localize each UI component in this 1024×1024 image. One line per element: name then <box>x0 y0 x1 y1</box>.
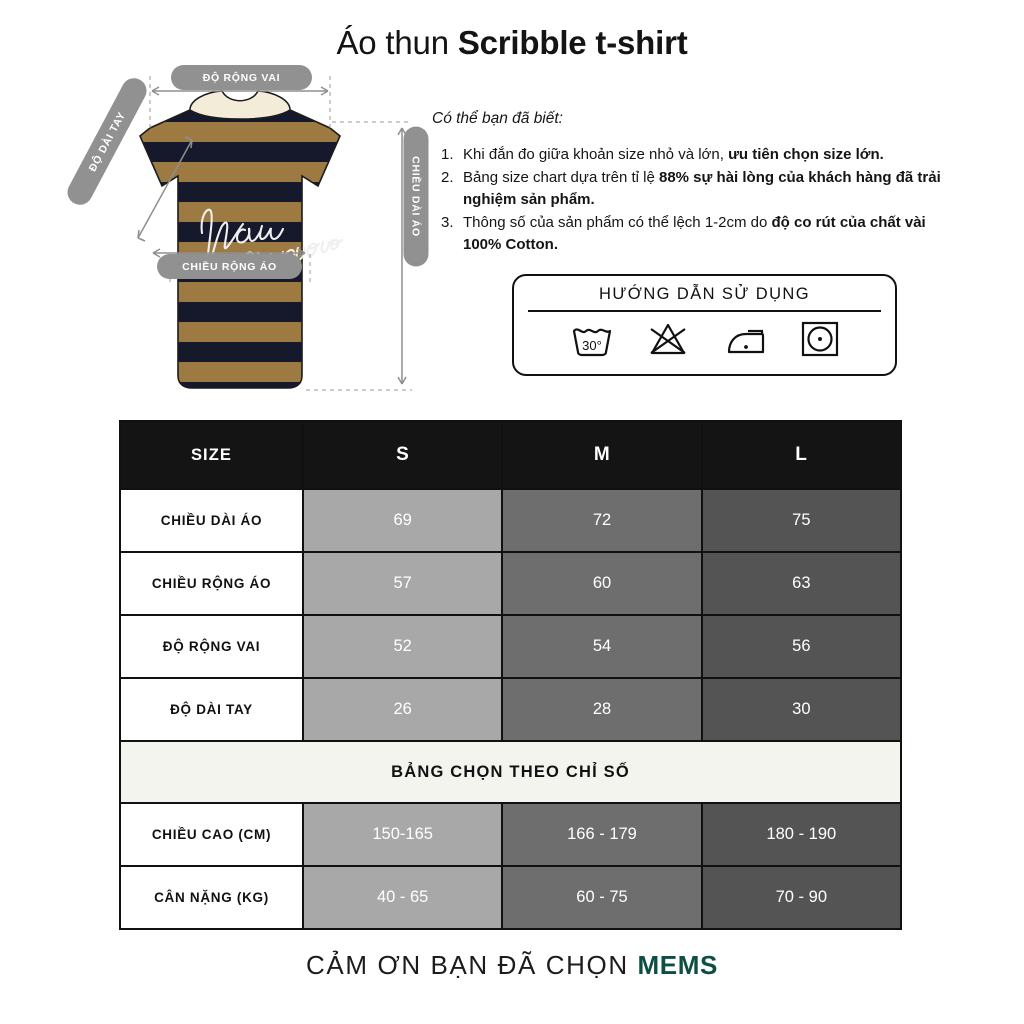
cell-measure-l: 75 <box>702 489 901 552</box>
note-text-emphasis: 88% sự hài lòng của khách hàng đã trải nghiệm sản phẩm. <box>463 169 941 209</box>
header-l: L <box>702 421 901 489</box>
row-label: CHIỀU CAO (CM) <box>120 803 303 866</box>
cell-measure-m: 60 <box>502 552 701 615</box>
table-row <box>120 615 901 678</box>
footer-thanks-text: CẢM ƠN BẠN ĐÃ CHỌN <box>306 950 638 980</box>
cell-measure-m: 54 <box>502 615 701 678</box>
footer-thanks <box>0 950 1024 981</box>
note-item-3 <box>432 212 957 256</box>
header-m: M <box>502 421 701 489</box>
cell-measure-m: 28 <box>502 678 701 741</box>
table-row <box>120 678 901 741</box>
table-row <box>120 866 901 929</box>
cell-body-l: 70 - 90 <box>702 866 901 929</box>
cell-measure-l: 30 <box>702 678 901 741</box>
tshirt-illustration <box>40 58 430 398</box>
table-section-divider: BẢNG CHỌN THEO CHỈ SỐ <box>120 741 901 803</box>
page-title <box>0 24 1024 62</box>
notes-heading: Có thể bạn đã biết: <box>432 110 563 127</box>
cell-measure-s: 52 <box>303 615 502 678</box>
table-row <box>120 489 901 552</box>
wash-30-icon <box>570 321 614 357</box>
label-chest-width: CHIỀU RỘNG ÁO <box>157 254 302 279</box>
care-icon-row <box>514 320 895 358</box>
table-body <box>120 489 901 929</box>
note-number: 3. <box>441 214 454 232</box>
do-not-bleach-icon <box>646 321 690 357</box>
cell-body-m: 166 - 179 <box>502 803 701 866</box>
size-chart-table <box>119 420 902 930</box>
cell-measure-s: 26 <box>303 678 502 741</box>
note-text-emphasis: ưu tiên chọn size lớn. <box>728 146 884 163</box>
row-label: ĐỘ DÀI TAY <box>120 678 303 741</box>
header-size: SIZE <box>120 421 303 489</box>
label-sleeve-length: ĐỘ DÀI TAY <box>63 74 151 209</box>
tumble-dry-icon <box>800 320 840 358</box>
care-title: HƯỚNG DẪN SỬ DỤNG <box>599 285 810 303</box>
table-header-row <box>120 421 901 489</box>
cell-measure-m: 72 <box>502 489 701 552</box>
page-title-bold: Scribble t-shirt <box>457 24 688 61</box>
row-label: CHIỀU RỘNG ÁO <box>120 552 303 615</box>
notes-list <box>432 144 957 256</box>
note-number: 1. <box>441 146 454 163</box>
note-item-1 <box>432 144 957 166</box>
note-text: Khi đắn đo giữa khoản size nhỏ và lớn, <box>463 146 729 163</box>
note-text-emphasis: độ co rút của chất vài 100% Cotton. <box>463 214 926 254</box>
label-shoulder-width: ĐỘ RỘNG VAI <box>171 65 312 90</box>
shirt-collar <box>190 91 290 119</box>
note-text: Thông số của sản phẩm có thể lệch 1-2cm do <box>463 214 772 232</box>
label-body-length: CHIỀU DÀI ÁO <box>404 127 429 267</box>
cell-body-m: 60 - 75 <box>502 866 701 929</box>
table-row <box>120 803 901 866</box>
iron-low-icon <box>722 321 768 357</box>
table-row <box>120 552 901 615</box>
cell-body-s: 150-165 <box>303 803 502 866</box>
notes-block <box>432 110 957 257</box>
care-instructions-box <box>512 274 897 376</box>
page-title-light: Áo thun <box>336 24 458 61</box>
cell-measure-s: 57 <box>303 552 502 615</box>
cell-body-s: 40 - 65 <box>303 866 502 929</box>
row-label: CÂN NẶNG (KG) <box>120 866 303 929</box>
row-label: CHIỀU DÀI ÁO <box>120 489 303 552</box>
cell-measure-l: 56 <box>702 615 901 678</box>
brand-name: MEMS <box>637 950 718 980</box>
care-divider <box>528 310 881 312</box>
note-number: 2. <box>441 169 454 187</box>
tshirt-diagram <box>40 58 430 398</box>
cell-measure-l: 63 <box>702 552 901 615</box>
table-divider-row <box>120 741 901 803</box>
svg-text:30°: 30° <box>581 338 602 354</box>
cell-measure-s: 69 <box>303 489 502 552</box>
note-item-2 <box>432 167 957 211</box>
note-text: Bảng size chart dựa trên tỉ lệ <box>463 169 659 187</box>
row-label: ĐỘ RỘNG VAI <box>120 615 303 678</box>
header-s: S <box>303 421 502 489</box>
cell-body-l: 180 - 190 <box>702 803 901 866</box>
